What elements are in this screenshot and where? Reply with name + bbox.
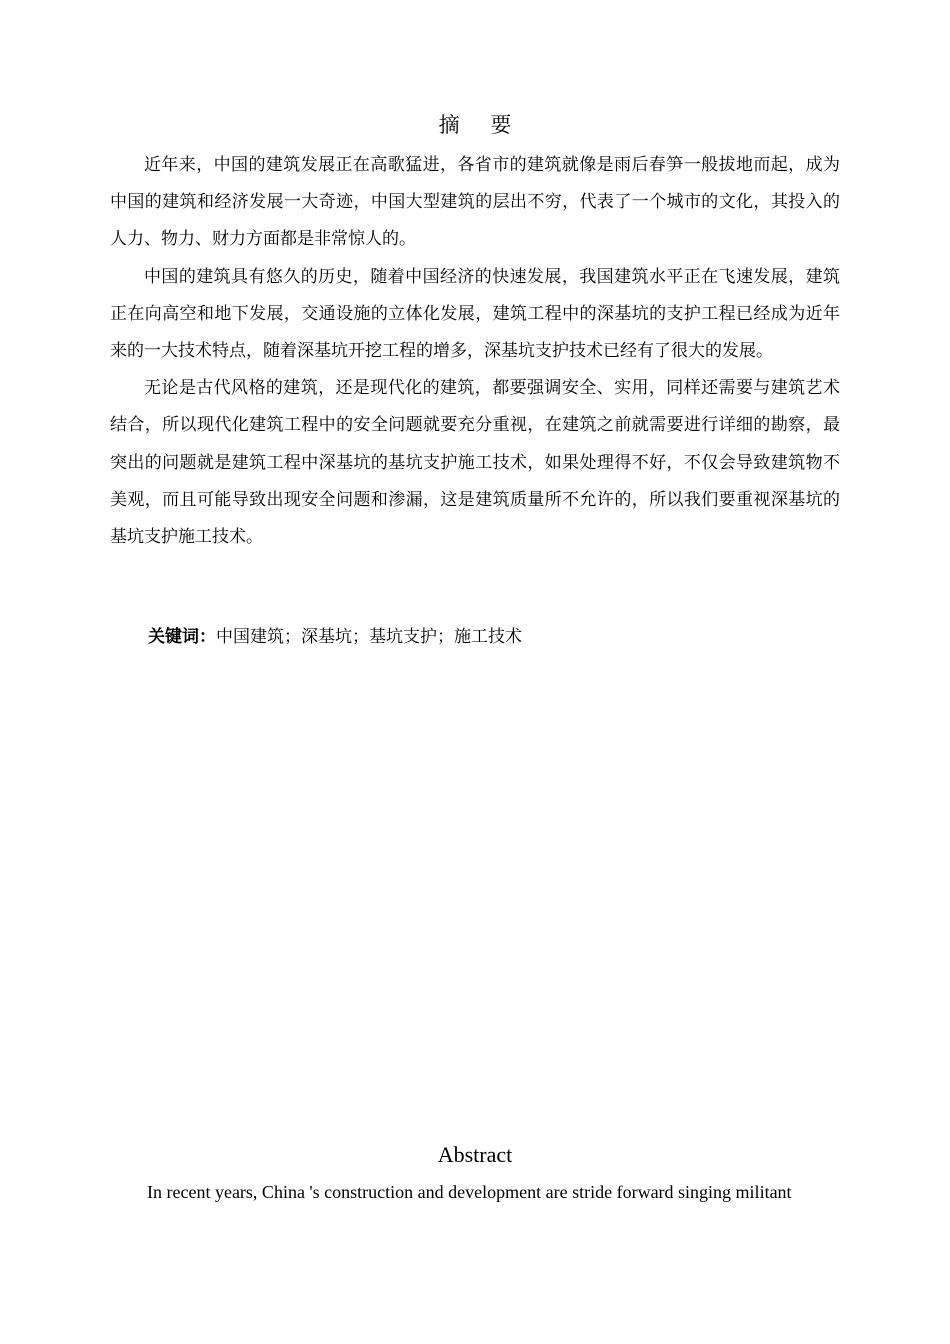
abstract-body-en [110,1178,840,1206]
abstract-title-en: Abstract [437,1142,513,1167]
keywords-line [148,622,848,652]
keywords-label: 关键词： [148,627,216,647]
abstract-title-cn: 摘 要 [438,113,524,137]
abstract-body-cn [110,147,840,556]
abstract-paragraph-2: 中国的建筑具有悠久的历史，随着中国经济的快速发展，我国建筑水平正在飞速发展，建筑正在向高空和地下发展，交通设施的立体化发展，建筑工程中的深基坑的支护工程已经成为近年来的一大技术特点，随着深基坑开挖工程的增多，深基坑支护技术已经有了很大的发展。 [110,266,840,362]
keywords-text: 中国建筑；深基坑；基坑支护；施工技术 [216,627,522,647]
abstract-en-first-line: In recent years, China 's construction and development are stride forward singing militant [147,1182,792,1202]
abstract-paragraph-1: 近年来，中国的建筑发展正在高歌猛进，各省市的建筑就像是雨后春笋一般拔地而起，成为中国的建筑和经济发展一大奇迹，中国大型建筑的层出不穷，代表了一个城市的文化，其投入的人力、物力、财力方面都是非常惊人的。 [110,155,840,250]
abstract-paragraph-3: 无论是古代风格的建筑，还是现代化的建筑，都要强调安全、实用，同样还需要与建筑艺术结合，所以现代化建筑工程中的安全问题就要充分重视，在建筑之前就需要进行详细的勘察，最突出的问题就是建筑工程中深基坑的基坑支护施工技术，如果处理得不好，不仅会导致建筑物不美观，而且可能导致出现安全问题和渗漏，这是建筑质量所不允许的，所以我们要重视深基坑的基坑支护施工技术。 [110,378,840,548]
